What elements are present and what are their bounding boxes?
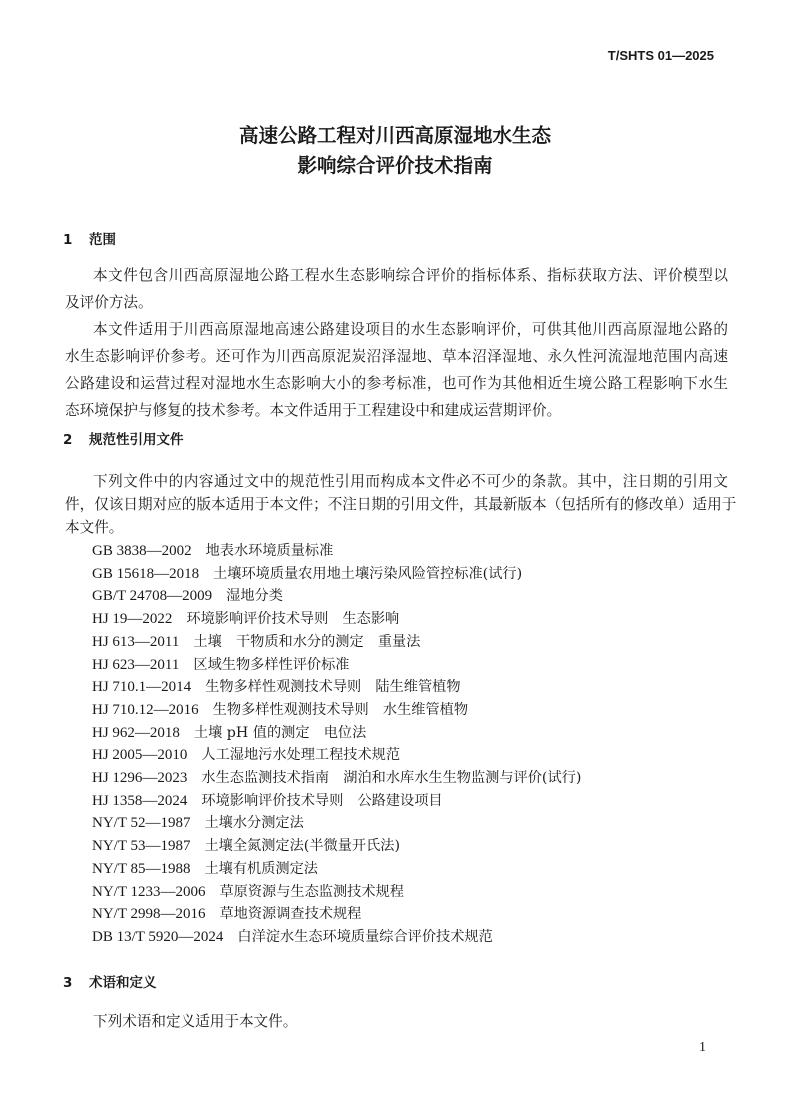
reference-code: HJ 1358—2024 xyxy=(92,792,188,809)
reference-title: 土壤 pH 值的测定 电位法 xyxy=(193,724,367,741)
section-3-heading xyxy=(63,971,157,991)
title-line-2: 影响综合评价技术指南 xyxy=(297,154,493,177)
reference-code: GB 3838—2002 xyxy=(92,543,192,559)
reference-item xyxy=(92,699,581,722)
reference-title: 水生态监测技术指南 湖泊和水库水生生物监测与评价(试行) xyxy=(201,770,582,787)
reference-item xyxy=(92,676,581,699)
reference-title: 环境影响评价技术导则 生态影响 xyxy=(186,611,400,628)
title-line-1: 高速公路工程对川西高原湿地水生态 xyxy=(238,124,551,147)
section-3-paragraph xyxy=(65,1008,728,1035)
reference-item xyxy=(92,722,581,745)
reference-title: 区域生物多样性评价标准 xyxy=(193,656,350,673)
normative-references-list xyxy=(92,540,581,949)
reference-code: HJ 710.1—2014 xyxy=(92,679,192,696)
reference-item xyxy=(92,835,581,858)
text-line: 件，仅该日期对应的版本适用于本文件；不注日期的引用文件，其最新版本（包括所有的修改单）适用于 xyxy=(65,496,737,513)
reference-item xyxy=(92,903,581,926)
reference-code: HJ 962—2018 xyxy=(92,724,180,741)
reference-code: HJ 2005—2010 xyxy=(92,747,188,764)
reference-title: 地表水环境质量标准 xyxy=(205,543,334,559)
text-line: 公路建设和运营过程对湿地水生态影响大小的参考标准，也可作为其他相近生境公路工程影响下水生 xyxy=(65,375,728,392)
reference-code: GB/T 24708—2009 xyxy=(92,588,213,605)
reference-item xyxy=(92,608,581,631)
reference-title: 白洋淀水生态环境质量综合评价技术规范 xyxy=(237,928,493,945)
section-number: 2 xyxy=(63,432,73,448)
reference-title: 土壤全氮测定法(半微量开氏法) xyxy=(204,838,400,855)
reference-item xyxy=(92,812,581,835)
reference-item xyxy=(92,858,581,881)
section-2-heading xyxy=(63,428,184,448)
text-line: 下列文件中的内容通过文中的规范性引用而构成本文件必不可少的条款。其中，注日期的引用文 xyxy=(93,473,728,490)
text-line: 态环境保护与修复的技术参考。本文件适用于工程建设中和建成运营期评价。 xyxy=(65,402,562,419)
reference-code: HJ 613—2011 xyxy=(92,633,180,650)
reference-item xyxy=(92,631,581,654)
reference-item xyxy=(92,563,581,586)
reference-item xyxy=(92,926,581,949)
reference-title: 生物多样性观测技术导则 陆生维管植物 xyxy=(205,679,461,696)
reference-code: HJ 710.12—2016 xyxy=(92,701,199,718)
section-number: 1 xyxy=(63,232,73,248)
text-line: 本文件包含川西高原湿地公路工程水生态影响综合评价的指标体系、指标获取方法、评价模型以 xyxy=(93,267,728,284)
reference-code: GB 15618—2018 xyxy=(92,565,200,582)
reference-item xyxy=(92,790,581,813)
reference-code: HJ 19—2022 xyxy=(92,611,173,628)
reference-code: NY/T 85—1988 xyxy=(92,860,191,877)
text-line: 及评价方法。 xyxy=(65,294,153,311)
section-title: 范围 xyxy=(89,232,116,248)
reference-title: 土壤有机质测定法 xyxy=(204,860,318,877)
text-line: 下列术语和定义适用于本文件。 xyxy=(93,1013,298,1030)
reference-code: NY/T 52—1987 xyxy=(92,815,191,832)
section-1-heading xyxy=(63,228,116,248)
reference-code: NY/T 53—1987 xyxy=(92,838,191,855)
reference-item xyxy=(92,767,581,790)
section-title: 规范性引用文件 xyxy=(89,432,184,448)
reference-code: DB 13/T 5920—2024 xyxy=(92,928,224,945)
reference-item xyxy=(92,744,581,767)
reference-title: 草原资源与生态监测技术规程 xyxy=(219,883,404,900)
reference-code: NY/T 1233—2006 xyxy=(92,883,206,900)
reference-title: 湿地分类 xyxy=(226,588,283,605)
text-line: 水生态影响评价参考。还可作为川西高原泥炭沼泽湿地、草本沼泽湿地、永久性河流湿地范围内高速 xyxy=(65,348,728,365)
reference-title: 草地资源调查技术规程 xyxy=(219,906,362,923)
reference-item xyxy=(92,654,581,677)
reference-item xyxy=(92,540,581,563)
reference-title: 土壤环境质量农用地土壤污染风险管控标准(试行) xyxy=(213,565,523,582)
reference-item xyxy=(92,881,581,904)
section-title: 术语和定义 xyxy=(89,975,157,991)
document-code: T/SHTS 01—2025 xyxy=(607,48,714,63)
reference-code: HJ 623—2011 xyxy=(92,656,180,673)
section-1-paragraph-2 xyxy=(65,316,728,424)
section-number: 3 xyxy=(63,975,73,991)
section-2-paragraph xyxy=(65,470,737,539)
reference-title: 人工湿地污水处理工程技术规范 xyxy=(201,747,401,764)
reference-code: HJ 1296—2023 xyxy=(92,770,188,787)
section-1-paragraph-1 xyxy=(65,262,728,316)
reference-item xyxy=(92,585,581,608)
page-number: 1 xyxy=(699,1040,706,1055)
reference-title: 环境影响评价技术导则 公路建设项目 xyxy=(201,792,443,809)
reference-title: 土壤 干物质和水分的测定 重量法 xyxy=(193,633,421,650)
reference-title: 土壤水分测定法 xyxy=(204,815,304,832)
text-line: 本文件。 xyxy=(65,519,124,536)
reference-title: 生物多样性观测技术导则 水生维管植物 xyxy=(212,701,469,718)
reference-code: NY/T 2998—2016 xyxy=(92,906,206,923)
text-line: 本文件适用于川西高原湿地高速公路建设项目的水生态影响评价，可供其他川西高原湿地公路的 xyxy=(93,321,728,338)
